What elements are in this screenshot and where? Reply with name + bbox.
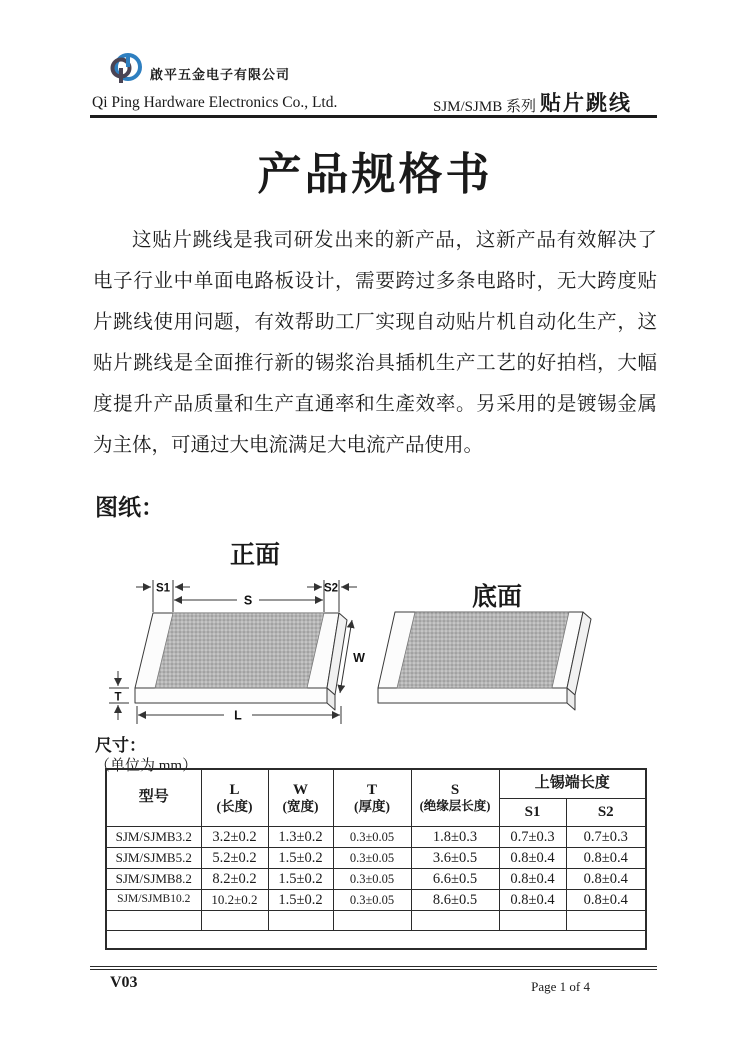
col-header-w-sub: (宽度): [282, 798, 319, 814]
table-row: [106, 848, 646, 869]
empty-cell: [499, 911, 566, 931]
bottom-view-diagram: [375, 600, 605, 718]
table-row: [106, 827, 646, 848]
empty-cell: [106, 911, 201, 931]
cell-s1: 0.7±0.3: [499, 827, 566, 848]
col-header-s: [411, 769, 499, 827]
cell-t: 0.3±0.05: [333, 869, 411, 890]
dim-label-t: T: [114, 691, 122, 704]
cell-model: SJM/SJMB8.2: [106, 869, 201, 890]
col-header-t-sub: (厚度): [354, 798, 390, 814]
table-row: [106, 869, 646, 890]
cell-s: 1.8±0.3: [411, 827, 499, 848]
header-divider: [90, 115, 657, 118]
cell-s: 3.6±0.5: [411, 848, 499, 869]
company-logo-icon: [106, 50, 146, 88]
cell-w: 1.5±0.2: [268, 848, 333, 869]
empty-cell: [333, 911, 411, 931]
cell-model: SJM/SJMB3.2: [106, 827, 201, 848]
cell-s: 6.6±0.5: [411, 869, 499, 890]
cell-model: SJM/SJMB5.2: [106, 848, 201, 869]
dim-label-s1: S1: [155, 582, 171, 595]
dim-label-s2: S2: [323, 582, 339, 595]
cell-s2: 0.8±0.4: [566, 869, 646, 890]
cell-l: 3.2±0.2: [201, 827, 268, 848]
cell-w: 1.5±0.2: [268, 890, 333, 911]
drawing-section-heading: 图纸：: [95, 494, 164, 520]
col-header-l-letter: L: [229, 781, 240, 798]
col-header-model: 型号: [106, 769, 201, 827]
cell-s1: 0.8±0.4: [499, 848, 566, 869]
table-row: [106, 890, 646, 911]
size-section-heading: 尺寸：: [95, 736, 146, 755]
cell-t: 0.3±0.05: [333, 848, 411, 869]
col-header-s-sub: (绝缘层长度): [419, 799, 491, 814]
insulation-layer: [397, 612, 569, 688]
cell-s2: 0.7±0.3: [566, 827, 646, 848]
page-title: 产品规格书: [257, 150, 493, 199]
cell-s: 8.6±0.5: [411, 890, 499, 911]
cell-s1: 0.8±0.4: [499, 890, 566, 911]
col-header-tin-length: 上锡端长度: [499, 769, 646, 799]
empty-merged-cell: [106, 931, 646, 950]
insulation-layer: [155, 613, 324, 688]
empty-cell: [566, 911, 646, 931]
empty-cell: [201, 911, 268, 931]
table-empty-row: [106, 911, 646, 931]
dim-label-l: L: [234, 708, 242, 723]
chip-front-face: [135, 688, 327, 703]
cell-t: 0.3±0.05: [333, 890, 411, 911]
unit-note: （单位为 mm）: [95, 758, 198, 774]
cell-model: SJM/SJMB10.2: [106, 890, 201, 911]
page-number: Page 1 of 4: [531, 979, 590, 994]
cell-l: 8.2±0.2: [201, 869, 268, 890]
cell-l: 10.2±0.2: [201, 890, 268, 911]
col-header-l: [201, 769, 268, 827]
series-label: SJM/SJMB 系列: [433, 99, 536, 115]
cell-w: 1.3±0.2: [268, 827, 333, 848]
cell-l: 5.2±0.2: [201, 848, 268, 869]
cell-s1: 0.8±0.4: [499, 869, 566, 890]
intro-paragraph: 这贴片跳线是我司研发出来的新产品，这新产品有效解决了电子行业中单面电路板设计，需要跨过多条电路时，无大跨度贴片跳线使用问题，有效帮助工厂实现自动贴片机自动化生产，这贴片跳线是全面推行新的锡浆治具插机生产工艺的好拍档，大幅度提升产品质量和生产直通率和生產效率。另采用的是镀锡金属为主体，可通过大电流满足大电流产品使用。: [93, 230, 657, 456]
col-header-l-sub: (长度): [216, 798, 253, 814]
dim-label-s: S: [243, 593, 253, 608]
cell-s2: 0.8±0.4: [566, 848, 646, 869]
table-merged-empty-row: [106, 931, 646, 950]
dim-label-w: W: [353, 651, 365, 665]
product-name: 贴片跳线: [540, 92, 632, 115]
version-label: V03: [110, 974, 138, 991]
col-header-t-letter: T: [366, 781, 377, 798]
company-name-en: Qi Ping Hardware Electronics Co., Ltd.: [92, 94, 338, 111]
col-header-w-letter: W: [293, 781, 308, 798]
col-header-w: [268, 769, 333, 827]
front-view-diagram: [95, 575, 375, 745]
empty-cell: [411, 911, 499, 931]
company-name-cn: 啟平五金电子有限公司: [150, 67, 291, 82]
col-header-s2: S2: [566, 799, 646, 827]
bottom-view-label: 底面: [471, 583, 522, 611]
col-header-s-letter: S: [450, 782, 460, 799]
cell-w: 1.5±0.2: [268, 869, 333, 890]
col-header-s1: S1: [499, 799, 566, 827]
empty-cell: [268, 911, 333, 931]
cell-t: 0.3±0.05: [333, 827, 411, 848]
col-header-t: [333, 769, 411, 827]
spec-table: [105, 768, 647, 950]
chip-front-face: [378, 688, 567, 703]
table-header-row: [106, 769, 646, 799]
footer-divider: [90, 966, 657, 970]
front-view-label: 正面: [229, 541, 280, 569]
cell-s2: 0.8±0.4: [566, 890, 646, 911]
